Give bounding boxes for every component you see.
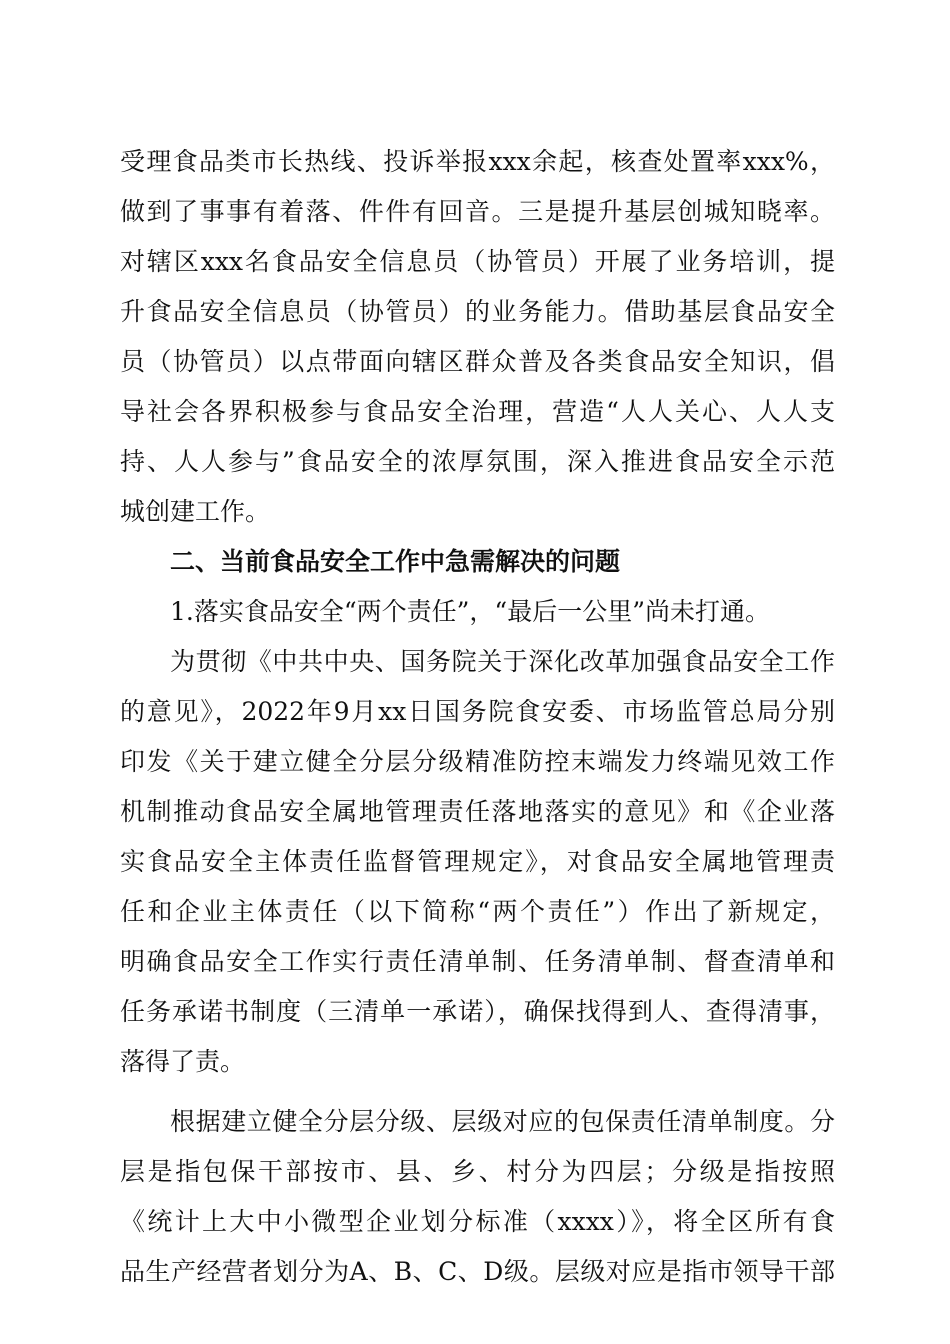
subsection-heading: 1.落实食品安全“两个责任”，“最后一公里”尚未打通。 <box>170 597 770 626</box>
paragraph-line: 任和企业主体责任（以下简称“两个责任”）作出了新规定， <box>120 897 835 926</box>
paragraph-line: 城创建工作。 <box>120 497 271 526</box>
paragraph-line: 任务承诺书制度（三清单一承诺），确保找得到人、查得清事， <box>120 997 835 1026</box>
paragraph-line: 做到了事事有着落、件件有回音。三是提升基层创城知晓率。 <box>120 197 835 226</box>
paragraph-line: 持、人人参与”食品安全的浓厚氛围，深入推进食品安全示范 <box>120 447 835 476</box>
paragraph-line: 品生产经营者划分为A、B、C、D级。层级对应是指市领导干部 <box>120 1257 835 1286</box>
paragraph-line: 根据建立健全分层分级、层级对应的包保责任清单制度。分 <box>170 1107 835 1136</box>
paragraph-line: 为贯彻《中共中央、国务院关于深化改革加强食品安全工作 <box>170 647 835 676</box>
paragraph-line: 印发《关于建立健全分层分级精准防控末端发力终端见效工作 <box>120 747 835 776</box>
paragraph-line: 落得了责。 <box>120 1047 246 1076</box>
paragraph-line: 导社会各界积极参与食品安全治理，营造“人人关心、人人支 <box>120 397 835 426</box>
paragraph-line: 升食品安全信息员（协管员）的业务能力。借助基层食品安全 <box>120 297 835 326</box>
paragraph-line: 《统计上大中小微型企业划分标准（xxxx）》，将全区所有食 <box>120 1207 835 1236</box>
section-heading: 二、当前食品安全工作中急需解决的问题 <box>170 547 621 576</box>
paragraph-line: 的意见》，2022年9月xx日国务院食安委、市场监管总局分别 <box>120 697 835 726</box>
paragraph-line: 受理食品类市长热线、投诉举报xxx余起，核查处置率xxx%， <box>120 147 835 176</box>
paragraph-line: 机制推动食品安全属地管理责任落地落实的意见》和《企业落 <box>120 797 835 826</box>
paragraph-line: 员（协管员）以点带面向辖区群众普及各类食品安全知识，倡 <box>120 347 835 376</box>
paragraph-line: 实食品安全主体责任监督管理规定》，对食品安全属地管理责 <box>120 847 835 876</box>
paragraph-line: 明确食品安全工作实行责任清单制、任务清单制、督查清单和 <box>120 947 835 976</box>
paragraph-line: 层是指包保干部按市、县、乡、村分为四层；分级是指按照 <box>120 1157 835 1186</box>
paragraph-line: 对辖区xxx名食品安全信息员（协管员）开展了业务培训，提 <box>120 247 835 276</box>
